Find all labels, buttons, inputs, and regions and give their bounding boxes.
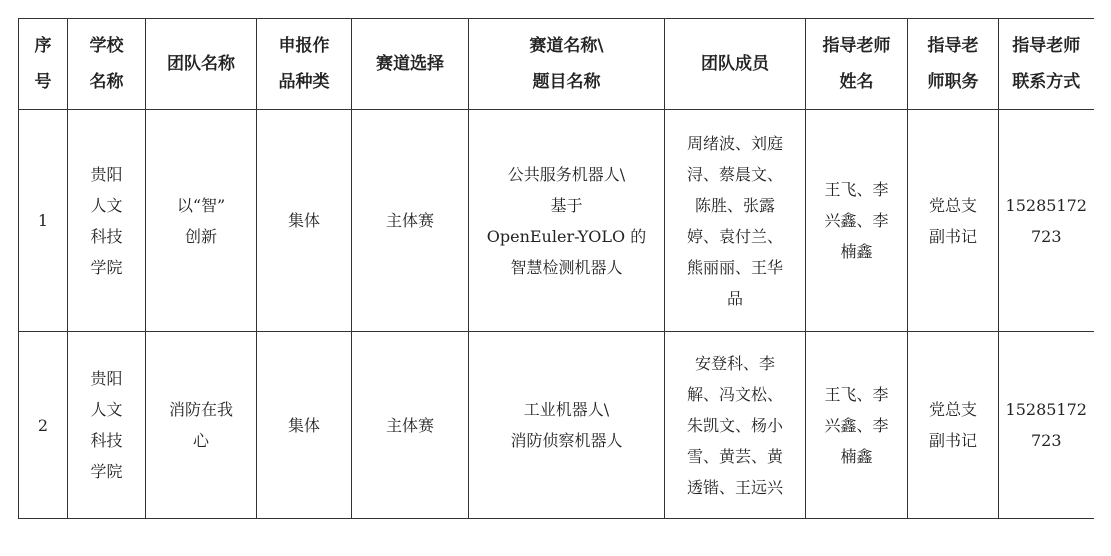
cell-text: 消防侦察机器人 xyxy=(510,431,623,450)
cell-text: 党总支 xyxy=(928,195,977,215)
header-text: 名称 xyxy=(89,72,124,92)
header-track-topic xyxy=(469,19,665,110)
cell-text: 贵阳 xyxy=(90,164,123,184)
cell-text: 723 xyxy=(1030,431,1062,450)
cell-text: 婷、袁付兰、 xyxy=(686,226,783,246)
cell-text: 解、冯文松、 xyxy=(686,384,783,404)
cell-text: 周绪波、刘庭 xyxy=(686,133,783,153)
cell-text: 王飞、李 xyxy=(824,180,889,199)
cell-text: 兴鑫、李 xyxy=(824,415,889,435)
cell-advisor-title xyxy=(908,110,999,332)
header-text: 赛道名称\ xyxy=(529,36,604,56)
cell-track-topic xyxy=(469,110,665,332)
cell-text: 兴鑫、李 xyxy=(824,211,889,230)
cell-school-name xyxy=(68,110,146,332)
cell-text: 主体赛 xyxy=(385,211,434,230)
header-text: 题目名称 xyxy=(532,72,601,92)
cell-text: 党总支 xyxy=(928,400,977,419)
header-text: 指导老师 xyxy=(1012,36,1081,56)
cell-text: 集体 xyxy=(287,211,320,230)
header-text: 号 xyxy=(34,72,52,92)
registration-table xyxy=(18,18,1094,519)
header-text: 学校 xyxy=(89,36,124,56)
cell-advisor-title xyxy=(908,332,999,519)
cell-text: 熊丽丽、王华 xyxy=(686,257,783,277)
cell-track-topic xyxy=(469,332,665,519)
header-track-choice xyxy=(352,19,469,110)
cell-advisor-contact xyxy=(999,110,1094,332)
cell-text: 2 xyxy=(37,415,49,435)
cell-text: 朱凯文、杨小 xyxy=(686,415,783,435)
cell-text: 消防在我 xyxy=(168,400,233,419)
cell-advisor-name xyxy=(806,110,908,332)
header-text: 品种类 xyxy=(278,72,330,92)
header-advisor-name xyxy=(806,19,908,110)
cell-text: 创新 xyxy=(184,226,217,246)
cell-text: 贵阳 xyxy=(90,369,123,388)
table-row xyxy=(19,332,1094,519)
cell-text: 公共服务机器人\ xyxy=(507,164,626,184)
header-row xyxy=(19,19,1094,110)
cell-entry-type xyxy=(257,332,352,519)
cell-text: 15285172 xyxy=(1005,400,1087,419)
header-advisor-title xyxy=(908,19,999,110)
cell-text: 智慧检测机器人 xyxy=(510,257,623,277)
cell-text: 浔、蔡晨文、 xyxy=(686,164,783,184)
cell-text: 雪、黄芸、黄 xyxy=(686,446,783,466)
cell-text: 副书记 xyxy=(928,431,977,450)
cell-text: 楠鑫 xyxy=(840,446,873,466)
cell-text: 科技 xyxy=(90,226,123,246)
cell-text: 1 xyxy=(37,211,49,230)
header-text: 姓名 xyxy=(839,72,874,92)
cell-text: 人文 xyxy=(90,195,123,215)
cell-index xyxy=(19,332,68,519)
cell-advisor-name xyxy=(806,332,908,519)
cell-school-name xyxy=(68,332,146,519)
cell-text: 副书记 xyxy=(928,226,977,246)
cell-track-choice xyxy=(352,332,469,519)
cell-text: 心 xyxy=(192,431,209,450)
header-text: 指导老 xyxy=(927,36,979,56)
header-index xyxy=(19,19,68,110)
cell-text: 主体赛 xyxy=(385,415,434,435)
cell-text: 以“智” xyxy=(176,195,226,215)
cell-text: 王飞、李 xyxy=(824,384,889,404)
cell-text: 陈胜、张露 xyxy=(694,195,775,215)
header-team-members xyxy=(665,19,806,110)
cell-text: 科技 xyxy=(90,431,123,450)
header-text: 师职务 xyxy=(927,72,979,92)
cell-text: 透锴、王远兴 xyxy=(686,477,783,497)
cell-team-name xyxy=(146,110,257,332)
cell-index xyxy=(19,110,68,332)
cell-advisor-contact xyxy=(999,332,1094,519)
header-text: 申报作 xyxy=(278,36,330,56)
cell-track-choice xyxy=(352,110,469,332)
cell-text: 15285172 xyxy=(1005,195,1087,215)
header-text: 团队成员 xyxy=(701,54,769,74)
header-advisor-contact xyxy=(999,19,1094,110)
cell-text: 学院 xyxy=(90,257,123,277)
cell-text: 集体 xyxy=(287,415,320,435)
cell-team-members xyxy=(665,110,806,332)
cell-team-name xyxy=(146,332,257,519)
cell-entry-type xyxy=(257,110,352,332)
cell-text: 723 xyxy=(1030,226,1062,246)
table-row xyxy=(19,110,1094,332)
cell-text: 工业机器人\ xyxy=(523,400,610,419)
header-text: 赛道选择 xyxy=(376,54,444,74)
cell-text: 安登科、李 xyxy=(694,353,775,373)
header-text: 指导老师 xyxy=(822,36,891,56)
cell-text: 品 xyxy=(726,288,743,308)
cell-text: 基于 xyxy=(550,195,583,215)
header-text: 团队名称 xyxy=(167,54,235,74)
cell-text: OpenEuler-YOLO 的 xyxy=(486,226,647,246)
header-text: 序 xyxy=(34,36,52,56)
header-team-name xyxy=(146,19,257,110)
header-school-name xyxy=(68,19,146,110)
header-text: 联系方式 xyxy=(1012,72,1081,92)
header-entry-type xyxy=(257,19,352,110)
cell-text: 人文 xyxy=(90,400,123,419)
cell-text: 学院 xyxy=(90,462,123,481)
cell-text: 楠鑫 xyxy=(840,242,873,261)
cell-team-members xyxy=(665,332,806,519)
